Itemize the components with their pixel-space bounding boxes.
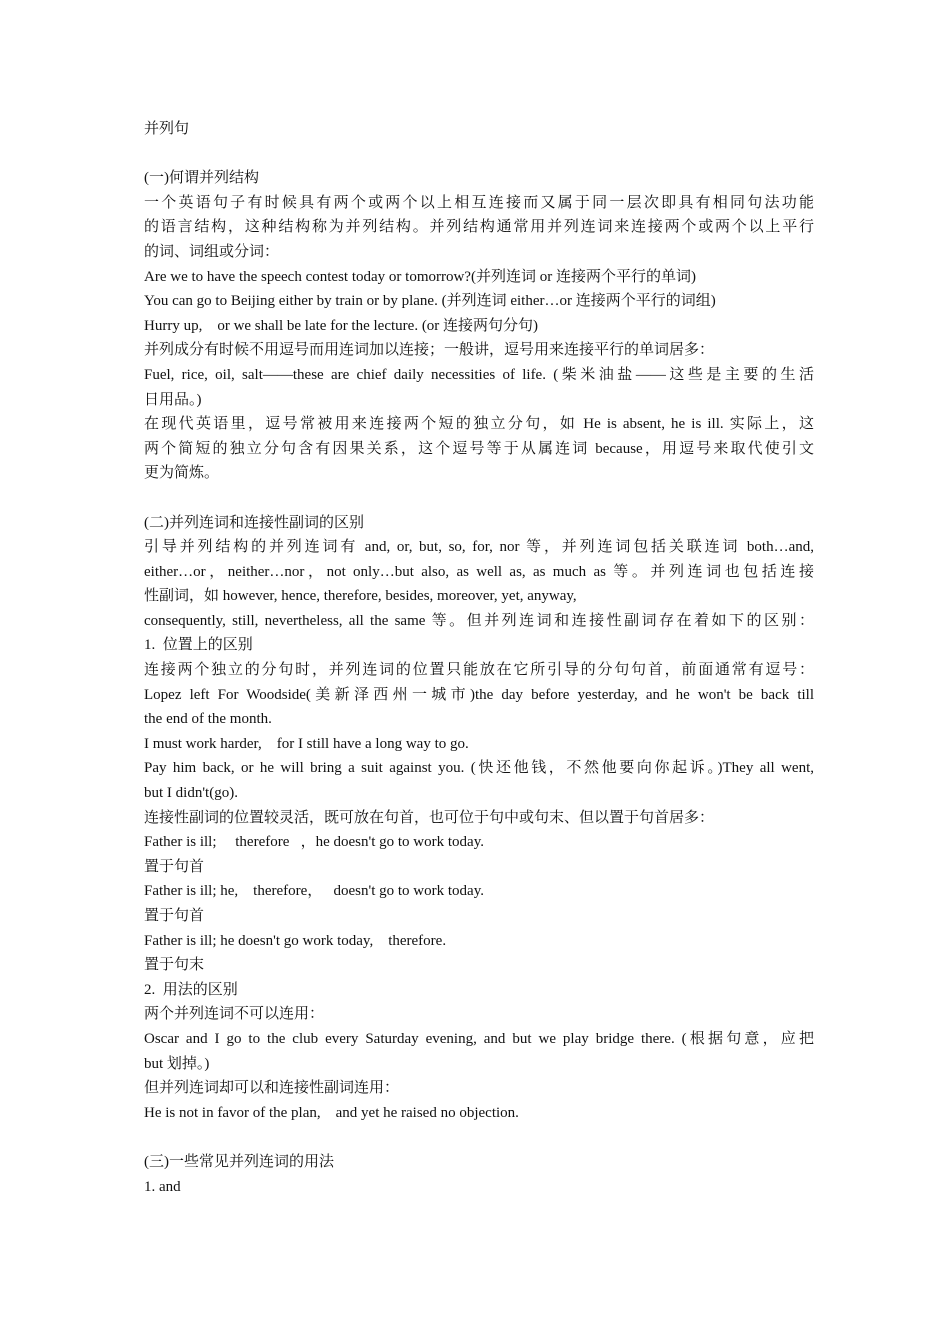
paragraph-line: 的语言结构，这种结构称为并列结构。并列结构通常用并列连词来连接两个或两个以上平行 — [144, 219, 814, 236]
blank-line — [144, 1125, 814, 1150]
paragraph-line: 连接性副词的位置较灵活，既可放在句首，也可位于句中或句末、但以置于句首居多： — [144, 809, 715, 826]
paragraph-line: 的词、词组或分词： — [144, 243, 280, 260]
paragraph-line: 但并列连词却可以和连接性副词连用： — [144, 1080, 400, 1097]
section-heading: (三)一些常见并列连词的用法 — [144, 1153, 334, 1170]
paragraph-line: 连接两个独立的分句时，并列连词的位置只能放在它所引导的分句句首，前面通常有逗号： — [144, 662, 814, 679]
paragraph-line: 引导并列结构的并列连词有 and, or, but, so, for, nor 等，并列连词包括关联连词 both…and, — [144, 539, 814, 556]
example-sentence: You can go to Beijing either by train or by plane. (并列连词 either…or 连接两个平行的词组) — [144, 293, 716, 310]
subsection-heading: 2. 用法的区别 — [144, 981, 238, 998]
paragraph-line: 并列成分有时候不用逗号而用连词加以连接；一般讲，逗号用来连接平行的单词居多： — [144, 342, 715, 359]
document-body — [144, 117, 814, 1199]
example-sentence: Are we to have the speech contest today or tomorrow?(并列连词 or 连接两个平行的单词) — [144, 268, 696, 285]
paragraph-line: consequently, still, nevertheless, all the same 等。但并列连词和连接性副词存在着如下的区别： — [144, 612, 814, 629]
paragraph-line: either…or，neither…nor，not only…but also, as well as, as much as 等。并列连词也包括连接 — [144, 563, 814, 580]
example-sentence: He is not in favor of the plan, and yet he raised no objection. — [144, 1104, 519, 1121]
section-heading: (一)何谓并列结构 — [144, 170, 259, 187]
paragraph-line: 两个简短的独立分句含有因果关系，这个逗号等于从属连词 because，用逗号来取代使引文 — [144, 440, 814, 457]
example-sentence: I must work harder, for I still have a long way to go. — [144, 735, 469, 752]
blank-line — [144, 142, 814, 167]
example-sentence: but 划掉。) — [144, 1055, 210, 1072]
example-note: 置于句首 — [144, 908, 205, 924]
example-sentence: Father is ill; he, therefore， doesn't go to work today. — [144, 883, 484, 900]
example-sentence: Lopez left For Woodside(美新泽西州一城市)the day before yesterday, and he won't be back till — [144, 686, 814, 703]
paragraph-line: 更为简炼。 — [144, 465, 220, 482]
blank-line — [144, 486, 814, 511]
example-sentence: Hurry up, or we shall be late for the lecture. (or 连接两句分句) — [144, 317, 539, 334]
example-sentence: Pay him back, or he will bring a suit against you. (快还他钱，不然他要向你起诉。)They all went, — [144, 760, 814, 777]
example-note: 置于句首 — [144, 858, 205, 875]
example-note: 置于句末 — [144, 957, 205, 974]
subsection-heading: 1. 位置上的区别 — [144, 637, 253, 654]
example-sentence: but I didn't(go). — [144, 785, 238, 802]
subsection-heading: 1. and — [144, 1178, 181, 1195]
example-sentence: Fuel, rice, oil, salt——these are chief daily necessities of life. (柴米油盐——这些是主要的生活 — [144, 366, 814, 383]
example-sentence: Father is ill; he doesn't go work today, therefore. — [144, 932, 447, 949]
section-heading: (二)并列连词和连接性副词的区别 — [144, 514, 364, 531]
paragraph-line: 一个英语句子有时候具有两个或两个以上相互连接而又属于同一层次即具有相同句法功能 — [144, 194, 814, 211]
paragraph-line: 在现代英语里，逗号常被用来连接两个短的独立分句，如 He is absent, he is ill. 实际上，这 — [144, 416, 814, 433]
paragraph-line: 性副词，如 however, hence, therefore, besides, moreover, yet, anyway, — [144, 588, 577, 605]
example-sentence: the end of the month. — [144, 711, 272, 728]
example-sentence: Oscar and I go to the club every Saturday evening, and but we play bridge there. (根据句意，应把 — [144, 1030, 814, 1047]
paragraph-line: 两个并列连词不可以连用： — [144, 1006, 325, 1023]
document-title: 并列句 — [144, 121, 190, 137]
example-sentence: 日用品。) — [144, 391, 202, 408]
example-sentence: Father is ill; therefore ，he doesn't go to work today. — [144, 834, 484, 851]
